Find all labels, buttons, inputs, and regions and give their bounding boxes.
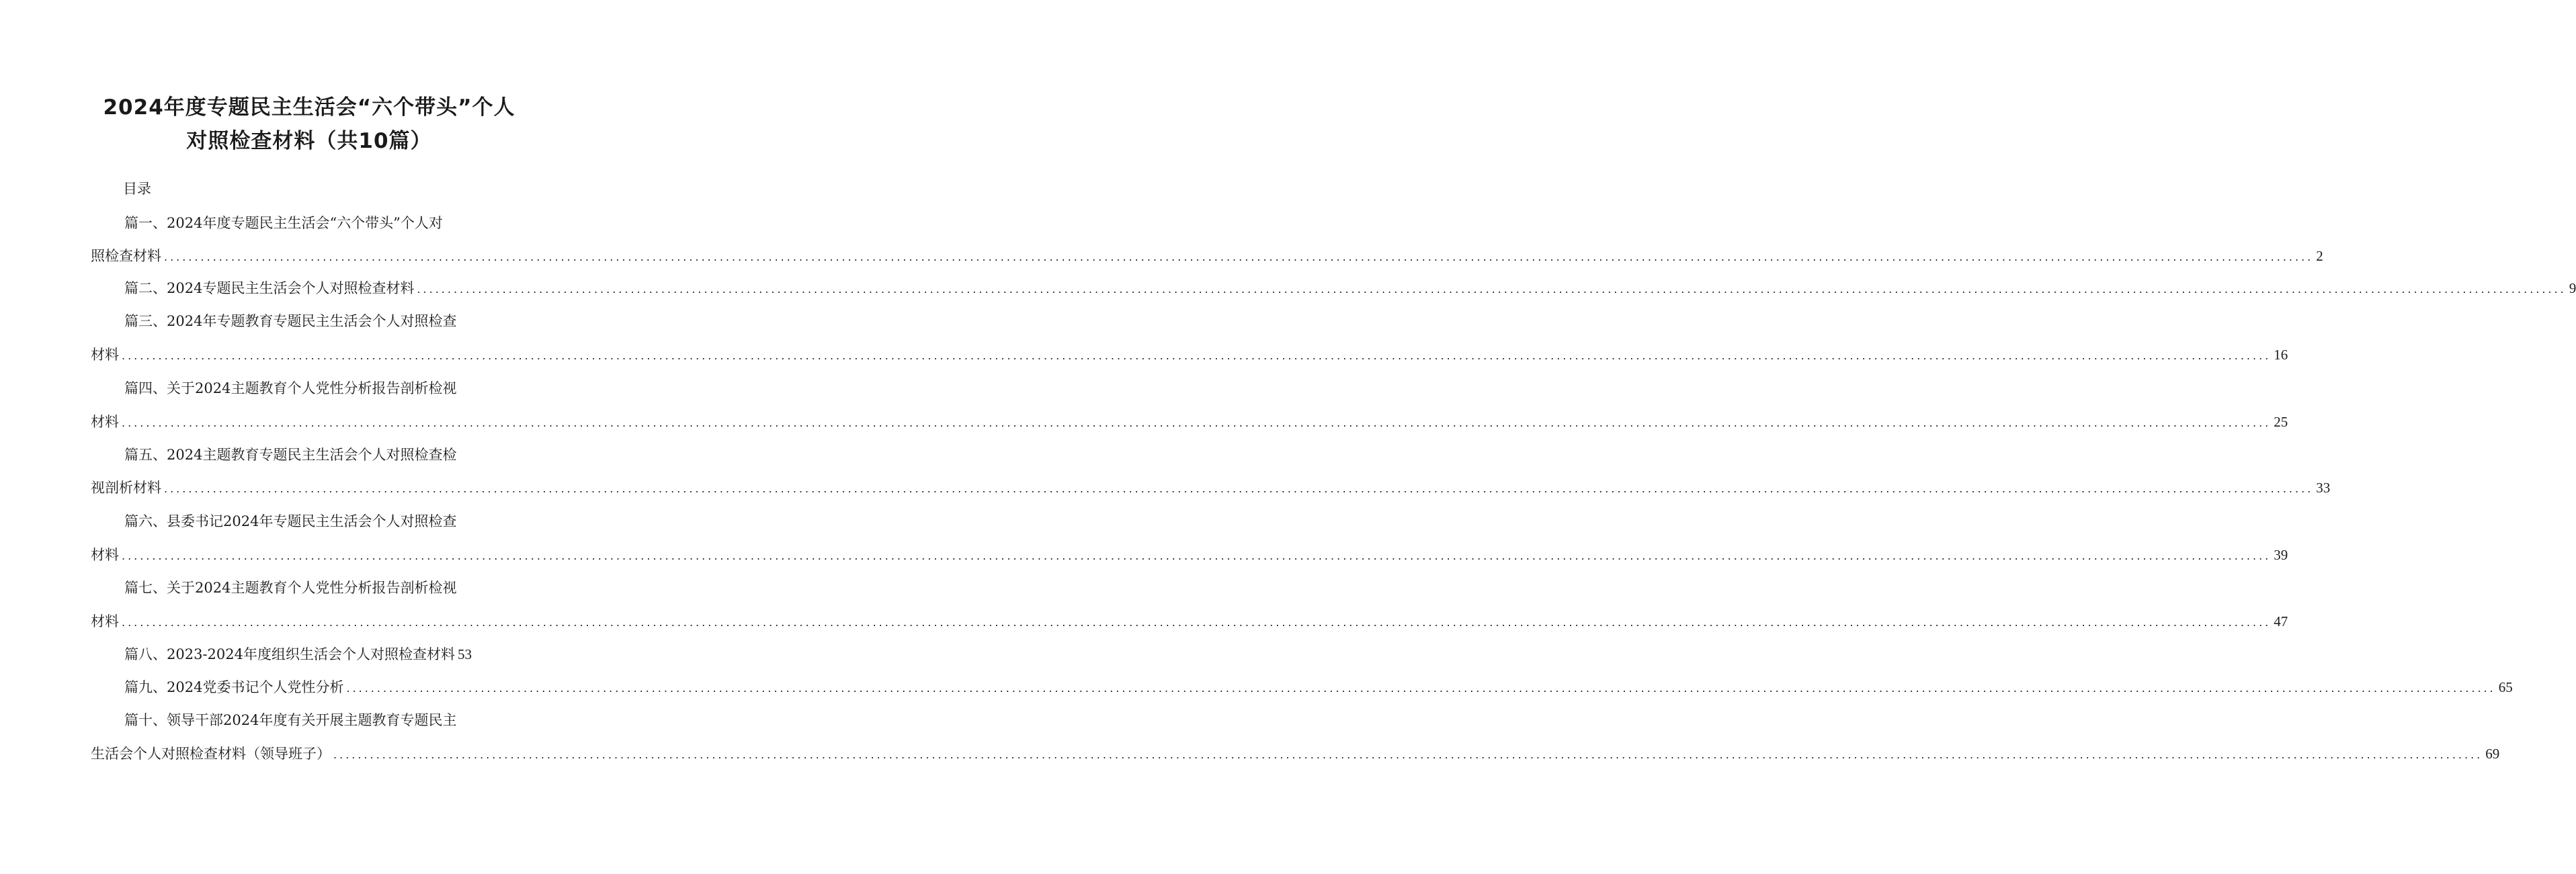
dot-leader: ................................................................................................................................................................................................................................................................................................................................................................ [122, 349, 2272, 362]
toc-page-number: 33 [2316, 480, 2331, 496]
toc-entry-text: 材料 [91, 547, 119, 563]
toc-entry-1-line-2[interactable] [91, 246, 2323, 267]
dot-leader: ................................................................................................................................................................................................................................................................................................................................................................ [122, 417, 2272, 429]
toc-entry-text: 材料 [91, 347, 119, 363]
toc-entry-5-line-2[interactable] [91, 478, 2331, 499]
dot-leader: ................................................................................................................................................................................................................................................................................................................................................................ [164, 482, 2314, 495]
toc-page-number: 16 [2274, 347, 2288, 363]
toc-page-number: 9 [2569, 280, 2576, 296]
toc-page-number: 2 [2316, 248, 2323, 264]
toc-entry-8[interactable] [124, 644, 517, 664]
toc-entry-text: 材料 [91, 613, 119, 629]
dot-leader: ................................................................................................................................................................................................................................................................................................................................................................ [122, 550, 2272, 562]
toc-entry-10-line-1[interactable]: 篇十、领导干部2024年度有关开展主题教育专题民主 [124, 712, 457, 728]
toc-page-number: 65 [2498, 679, 2513, 695]
toc-entry-3-line-2[interactable] [91, 345, 2288, 366]
toc-page-number: 25 [2274, 414, 2288, 430]
document-title-line-1: 2024年度专题民主生活会“六个带头”个人 [103, 95, 515, 120]
toc-entry-2[interactable] [124, 278, 2576, 300]
toc-entry-7-line-1[interactable]: 篇七、关于2024主题教育个人党性分析报告剖析检视 [124, 580, 457, 596]
toc-page-number: 47 [2274, 613, 2288, 629]
toc-heading: 目录 [123, 181, 151, 197]
dot-leader: ................................................................................................................................................................................................................................................................................................................................................................ [164, 251, 2314, 263]
toc-page-number: 39 [2274, 547, 2288, 563]
toc-page-number: 53 [457, 646, 472, 662]
toc-entry-text: 篇九、2024党委书记个人党性分析 [124, 679, 344, 695]
toc-entry-4-line-1[interactable]: 篇四、关于2024主题教育个人党性分析报告剖析检视 [124, 380, 457, 396]
toc-entry-6-line-2[interactable] [91, 545, 2288, 566]
toc-entry-text: 材料 [91, 414, 119, 430]
dot-leader: ................................................................................................................................................................................................................................................................................................................................................................ [333, 748, 2483, 761]
toc-entry-6-line-1[interactable]: 篇六、县委书记2024年专题民主生活会个人对照检查 [124, 513, 457, 529]
dot-leader: ................................................................................................................................................................................................................................................................................................................................................................ [122, 616, 2272, 629]
toc-page-number: 69 [2485, 746, 2500, 762]
toc-entry-text: 生活会个人对照检查材料（领导班子） [91, 746, 331, 762]
dot-leader: ................................................................................................................................................................................................................................................................................................................................................................ [417, 283, 2567, 296]
toc-entry-5-line-1[interactable]: 篇五、2024主题教育专题民主生活会个人对照检查检 [124, 447, 457, 463]
toc-entry-9[interactable] [124, 677, 2513, 699]
toc-entry-text: 篇二、2024专题民主生活会个人对照检查材料 [124, 280, 415, 296]
document-title-line-2: 对照检查材料（共10篇） [186, 129, 432, 153]
toc-entry-text: 照检查材料 [91, 248, 161, 264]
toc-entry-1-line-1[interactable]: 篇一、2024年度专题民主生活会“六个带头”个人对 [124, 215, 443, 231]
toc-entry-text: 篇八、2023-2024年度组织生活会个人对照检查材料 [124, 646, 455, 662]
dot-leader: ................................................................................................................................................................................................................................................................................................................................................................ [346, 682, 2496, 695]
toc-entry-7-line-2[interactable] [91, 611, 2288, 633]
toc-entry-3-line-1[interactable]: 篇三、2024年专题教育专题民主生活会个人对照检查 [124, 313, 457, 329]
toc-entry-text: 视剖析材料 [91, 480, 161, 496]
toc-entry-4-line-2[interactable] [91, 412, 2288, 433]
toc-entry-10-line-2[interactable] [91, 744, 2500, 765]
